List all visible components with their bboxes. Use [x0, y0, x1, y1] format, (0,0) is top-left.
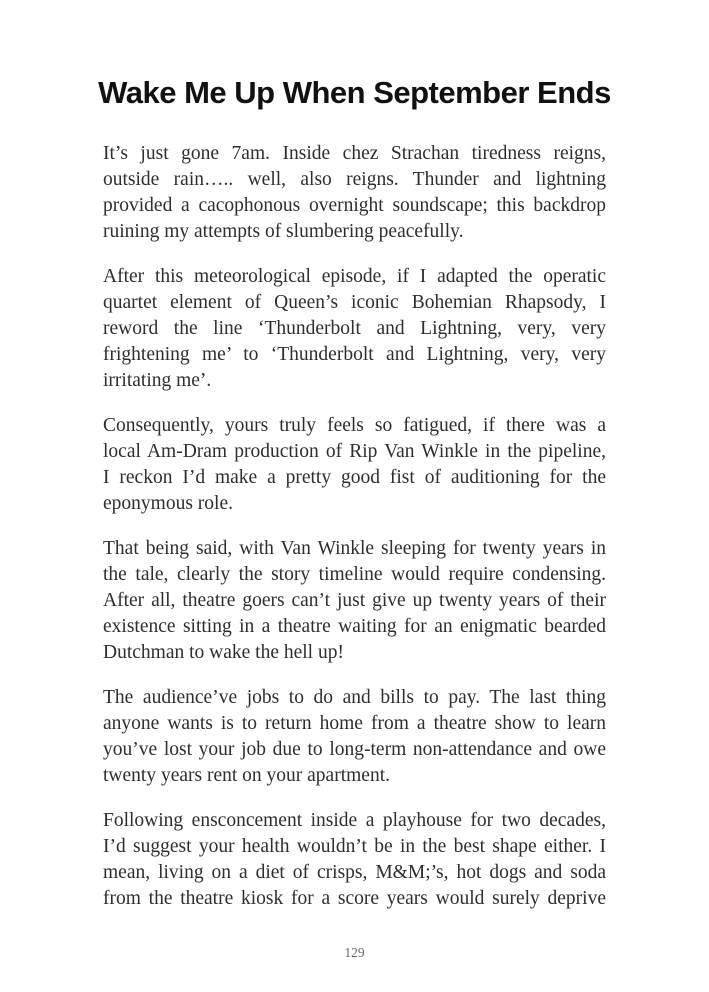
text-line: frightening me’ to ‘Thunderbolt and Lightning, very, very	[103, 344, 606, 365]
text-line: eponymous role.	[103, 493, 233, 514]
text-line: Following ensconcement inside a playhouse for two decades,	[103, 810, 606, 831]
paragraph	[103, 413, 606, 517]
page-number: 129	[344, 945, 365, 960]
text-line: local Am-Dram production of Rip Van Winkle in the pipeline,	[103, 441, 606, 462]
text-line: That being said, with Van Winkle sleeping for twenty years in	[103, 538, 606, 559]
text-line: the tale, clearly the story timeline would require condensing.	[103, 564, 606, 585]
text-line: quartet element of Queen’s iconic Bohemian Rhapsody, I	[103, 292, 606, 313]
paragraph	[103, 536, 606, 666]
text-line: After this meteorological episode, if I adapted the operatic	[103, 266, 606, 287]
text-line: ruining my attempts of slumbering peacefully.	[103, 221, 464, 242]
paragraph	[103, 141, 606, 245]
text-line: anyone wants is to return home from a theatre show to learn	[103, 713, 606, 734]
text-line: twenty years rent on your apartment.	[103, 765, 390, 786]
paragraph	[103, 808, 606, 912]
text-line: I’d suggest your health wouldn’t be in the best shape either. I	[103, 836, 606, 857]
text-line: from the theatre kiosk for a score years would surely deprive	[103, 888, 606, 909]
text-line: outside rain….. well, also reigns. Thunder and lightning	[103, 169, 606, 190]
article-body	[103, 141, 606, 912]
text-line: reword the line ‘Thunderbolt and Lightning, very, very	[103, 318, 606, 339]
text-line: Dutchman to wake the hell up!	[103, 642, 344, 663]
page-title: Wake Me Up When September Ends	[98, 75, 611, 110]
paragraph	[103, 685, 606, 789]
text-line: I reckon I’d make a pretty good fist of auditioning for the	[103, 467, 606, 488]
text-line: irritating me’.	[103, 370, 212, 391]
text-line: It’s just gone 7am. Inside chez Strachan tiredness reigns,	[103, 143, 606, 164]
text-line: After all, theatre goers can’t just give up twenty years of their	[103, 590, 606, 611]
text-line: Consequently, yours truly feels so fatigued, if there was a	[103, 415, 606, 436]
paragraph	[103, 264, 606, 394]
text-line: mean, living on a diet of crisps, M&M;’s, hot dogs and soda	[103, 862, 606, 883]
text-line: you’ve lost your job due to long-term non-attendance and owe	[103, 739, 606, 760]
text-line: provided a cacophonous overnight soundscape; this backdrop	[103, 195, 606, 216]
text-line: The audience’ve jobs to do and bills to pay. The last thing	[103, 687, 606, 708]
text-line: existence sitting in a theatre waiting for an enigmatic bearded	[103, 616, 606, 637]
